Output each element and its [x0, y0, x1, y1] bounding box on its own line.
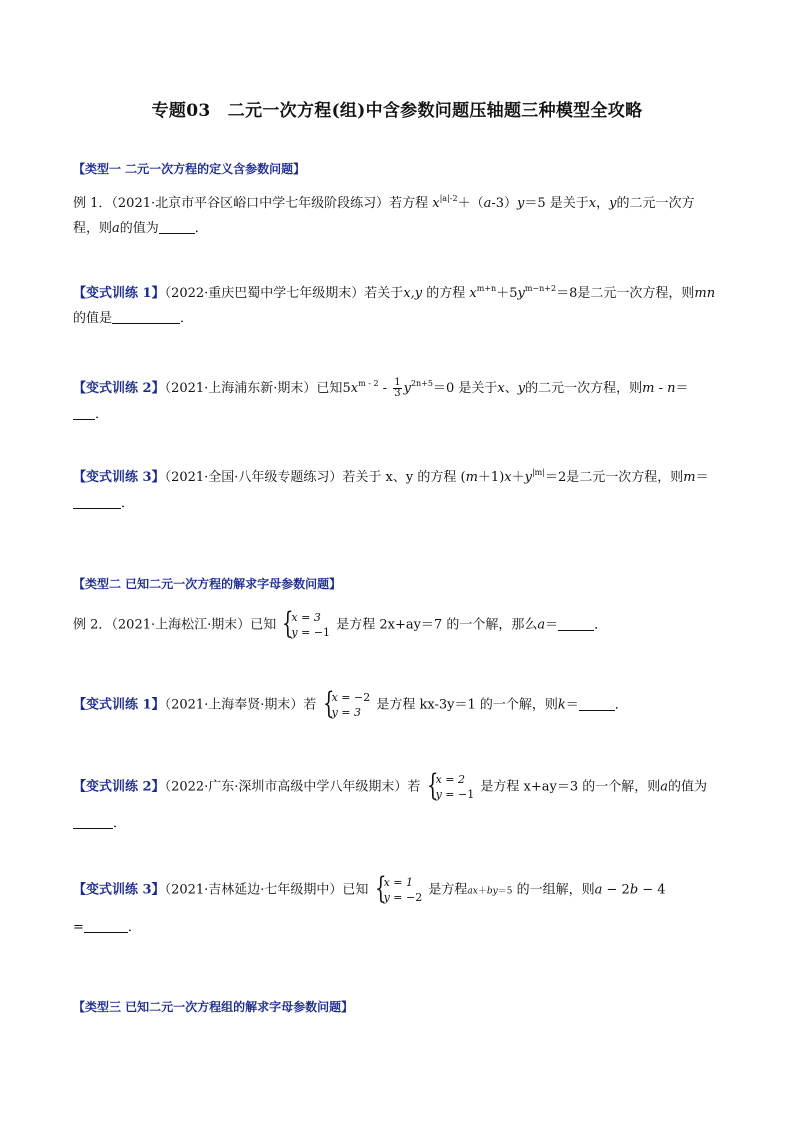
example-2-line: 例 2．（2021·上海松江·期末）已知 { x = 3 y = −1 是方程 2x+ay＝7 的一个解，那么a＝ ． [73, 606, 608, 641]
solution-system: { x = 3 y = −1 [282, 606, 331, 641]
variant-6-line-2: = ． [73, 920, 141, 935]
section-heading-2: 【类型二 已知二元一次方程的解求字母参数问题】 [73, 577, 342, 591]
variant-6-line-1: 【变式训练 3】（2021·吉林延边·七年级期中）已知 { x = 1 y = −2 是方程ax＋by＝5 的一组解，则a − 2b − 4 [73, 871, 666, 906]
variant-2-line-2: ． [73, 405, 721, 425]
example-1-line-1: 例 1．（2021·北京市平谷区峪口中学七年级阶段练习）若方程 $x^{|a|-2}+(a-3)y=5$ 是关于x，y的二元一次方 [73, 194, 695, 211]
variant-3-line-1: 【变式训练 3】（2021·全国·八年级专题练习）若关于 x、y 的方程 $(m+1)x+y^{|m|}=2$是二元一次方程，则m＝ [73, 468, 709, 485]
variant-5-line-1: 【变式训练 2】（2022·广东·深圳市高级中学八年级期末）若 { x = 2 y = −1 是方程 x+ay＝3 的一个解，则a的值为 [73, 768, 708, 803]
page-title: 专题03 二元一次方程(组)中含参数问题压轴题三种模型全攻略 [151, 101, 643, 121]
solution-system: { x = 1 y = −2 [374, 871, 423, 906]
example-1-line-2: 程，则a的值为 ． [73, 221, 208, 236]
variant-4-line: 【变式训练 1】（2021·上海奉贤·期末）若 { x = −2 y = 3 是方程 kx-3y＝1 的一个解，则k＝ ． [73, 686, 628, 721]
section-heading-1: 【类型一 二元一次方程的定义含参数问题】 [73, 162, 306, 176]
variant-1-line-2: 的值是 ． [73, 311, 194, 326]
variant-1-line-1: 【变式训练 1】（2022·重庆巴蜀中学七年级期末）若关于x,y 的方程 $x^{m+n}+5y^{m-n+2}=8$是二元一次方程，则mn [73, 284, 716, 301]
variant-2-line-1: 【变式训练 2】（2021·上海浦东新·期末）已知$5x^{m - 2}$ - $\frac{1}{3}$ $y^{2n+5}=0$ 是关于x、y的二元一次方程，则m - n＝ [73, 377, 689, 399]
section-heading-3: 【类型三 已知二元一次方程组的解求字母参数问题】 [73, 1000, 354, 1014]
solution-system: { x = −2 y = 3 [322, 686, 371, 721]
solution-system: { x = 2 y = −1 [426, 768, 475, 803]
variant-3-line-2: ． [73, 494, 721, 514]
variant-5-line-2: ． [73, 814, 721, 834]
